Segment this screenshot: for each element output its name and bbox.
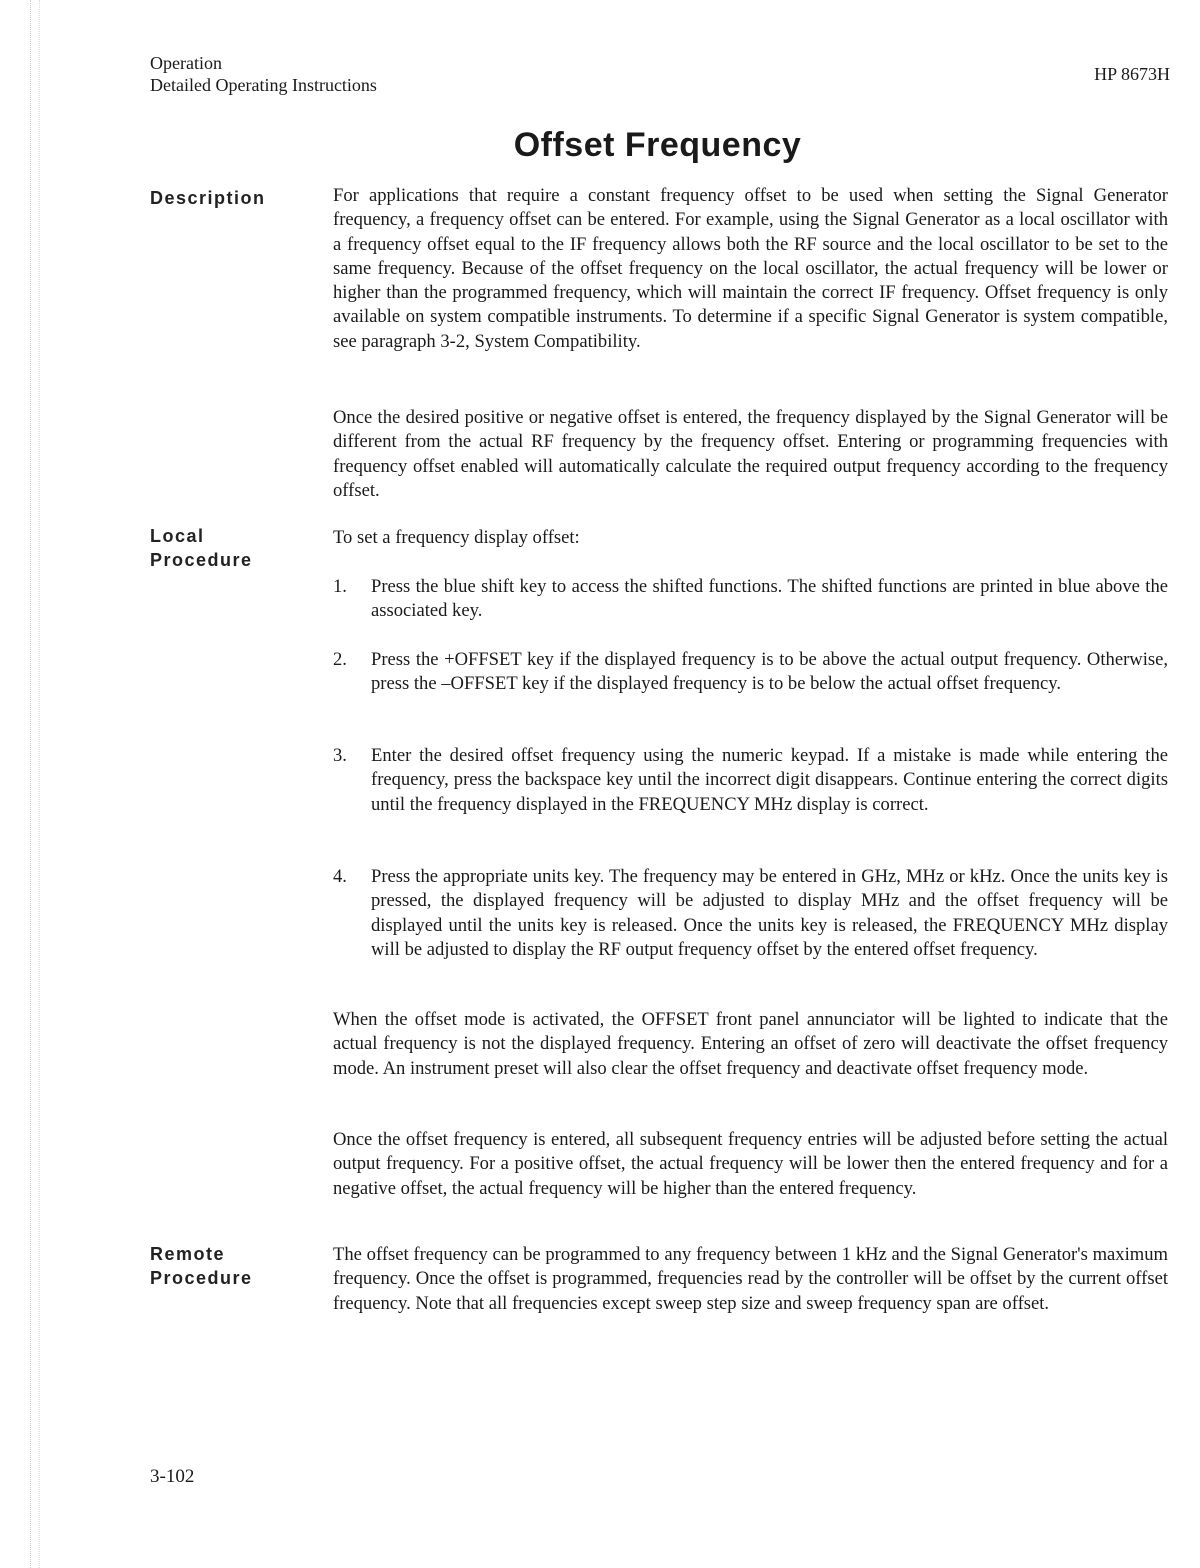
label-line: Procedure [150,550,253,570]
binding-edge [30,0,40,1568]
label-remote-procedure [150,1242,253,1290]
label-line: Remote [150,1244,226,1264]
remote-paragraph: The offset frequency can be programmed to any frequency between 1 kHz and the Signal Generator's maximum frequency. Once the offset is programmed, frequencies read by the controller will be offset by the current offset frequency. Note that all frequencies except sweep step size and sweep frequency span are offset. [333,1244,1168,1314]
page-number: 3-102 [150,1466,195,1487]
step-item [333,575,1168,624]
local-after-paragraph: Once the offset frequency is entered, all subsequent frequency entries will be adjusted before setting the actual output frequency. For a positive offset, the actual frequency will be lower then the entered frequency and for a negative offset, the actual frequency will be higher than the entered frequency. [333,1129,1168,1199]
step-text: Enter the desired offset frequency using the numeric keypad. If a mistake is made while entering the frequency, press the backspace key until the incorrect digit disappears. Continue entering the correct digits until the frequency displayed in the FREQUENCY MHz display is correct. [371,745,1168,815]
header-model: HP 8673H [1094,64,1170,84]
running-header [150,52,377,96]
label-line: Local [150,526,205,546]
step-item [333,744,1168,817]
header-subsection: Detailed Operating Instructions [150,75,377,95]
step-text: Press the blue shift key to access the shifted functions. The shifted functions are printed in blue above the associated key. [371,576,1168,622]
header-section: Operation [150,53,222,73]
step-number: 4. [333,866,347,887]
page-title: Offset Frequency [513,126,802,164]
step-item [333,648,1168,697]
label-description: Description [150,188,266,208]
description-paragraph: For applications that require a constant frequency offset to be used when setting the Signal Generator frequency, a frequency offset can be entered. For example, using the Signal Generator as a local oscillator with a frequency offset equal to the IF frequency allows both the RF source and the local oscillator to be set to the same frequency. Because of the offset frequency on the local oscillator, the actual frequency will be lower or higher than the programmed frequency, which will maintain the correct IF frequency. Offset frequency is only available on system compatible instruments. To determine if a specific Signal Generator is system compatible, see paragraph 3-2, System Compatibility. [333,185,1168,352]
local-intro: To set a frequency display offset: [333,527,580,548]
step-text: Press the appropriate units key. The frequency may be entered in GHz, MHz or kHz. Once the units key is pressed, the displayed frequency will be adjusted to display MHz and the offset frequency will be displayed until the units key is released. Once the units key is released, the FREQUENCY MHz display will be adjusted to display the RF output frequency offset by the entered offset frequency. [371,866,1168,960]
step-item [333,865,1168,962]
step-number: 2. [333,649,347,670]
label-local-procedure [150,524,253,572]
step-number: 3. [333,745,347,766]
description-paragraph: Once the desired positive or negative offset is entered, the frequency displayed by the Signal Generator will be different from the actual RF frequency by the frequency offset. Entering or programming frequencies with frequency offset enabled will automatically calculate the required output frequency according to the frequency offset. [333,407,1168,501]
local-after-paragraph: When the offset mode is activated, the OFFSET front panel annunciator will be lighted to indicate that the actual frequency is not the displayed frequency. Entering an offset of zero will deactivate the offset frequency mode. An instrument preset will also clear the offset frequency and deactivate offset frequency mode. [333,1009,1168,1079]
step-text: Press the +OFFSET key if the displayed frequency is to be above the actual output frequency. Otherwise, press the –OFFSET key if the displayed frequency is to be below the actual offset frequency. [371,649,1168,695]
label-line: Procedure [150,1268,253,1288]
step-number: 1. [333,576,347,597]
